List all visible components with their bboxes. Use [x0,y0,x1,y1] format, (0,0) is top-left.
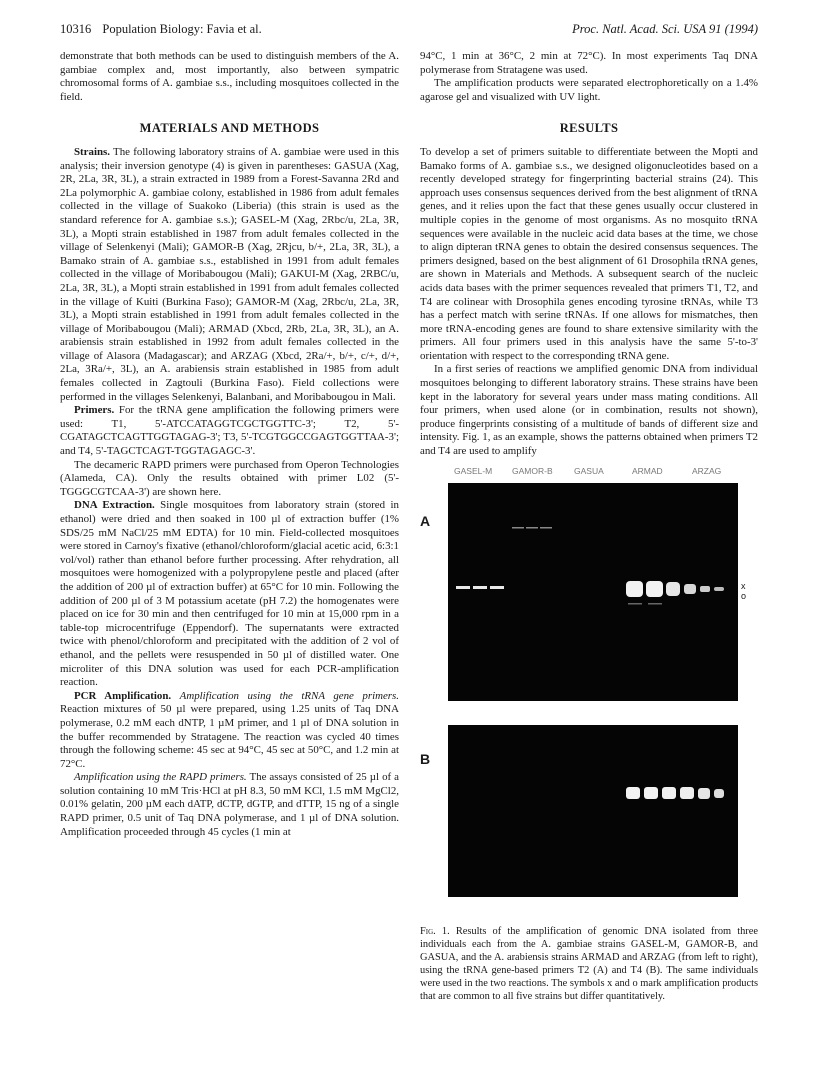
panel-a-label: A [420,512,431,529]
gel-a-bands [448,483,738,701]
mark-x: x [741,580,746,591]
lane-labels [448,465,738,479]
primers-paragraph [60,404,399,458]
panel-b-label: B [420,750,431,767]
caption-text: Results of the amplification of genomic DNA isolated from three individuals each from the A. gambiae strains GASEL-M, GAMOR-B, and GASUA, and the A. arabiensis strains ARMAD and ARZAG (from left to right), using the tRNA gene-based primers T2 (A) and T4 (B). The same individuals were used in the two reactions. The symbols x and o mark amplification products that are common to all five strains but differ quantitatively. [420,925,758,1002]
left-column [60,50,399,839]
figure-1 [420,463,758,923]
pcr-sub: Amplification using the tRNA gene primers. [179,689,399,702]
electrophoresis-paragraph: The amplification products were separated electrophoretically on a 1.4% agarose gel and visualized with UV light. [420,77,758,103]
header-left [60,22,262,37]
lane-label: GAMOR-B [512,465,553,476]
gel-image-a [448,483,738,701]
dna-text: Single mosquitoes from laboratory strain (stored in ethanol) were dried and then soaked in 100 µl of extraction buffer (1% SDS/25 mM NaCl/25 mM EDTA) for 10 min. Field-collected mosquitoes were stored in Carnoy's fixative (ethanol/chloroform/glacial acetic acid, 6:3:1 vol/vol) rather than ethanol before further processing. After rehydration, all mosquitoes were homogenized with a polypropylene pestle and placed (after the addition of 200 µl of extraction buffer) at 65°C for 10 min. Following the addition of 200 µl of 3 M potassium acetate (pH 7.2) the homogenates were placed on ice for 30 min and then centrifuged for 10 min at 15,000 rpm in a table-top microcentrifuge (Eppendorf). The supernatants were extracted twice with phenol/chloroform and precipitated with the addition of 2 vol of ethanol, and the pellets were resuspended in 50 µl of distilled water. One microliter of this DNA solution was used for each PCR-amplification reaction. [60,499,399,689]
page-number: 10316 [60,22,92,36]
page-header [60,22,758,40]
lane-label: GASEL-M [454,465,493,476]
rapd-primers-paragraph: The decameric RAPD primers were purchased from Operon Technologies (Alameda, CA). Only the results obtained with primer L02 (5'-TGGGCGTCAA-3') are shown here. [60,458,399,498]
strains-paragraph [60,146,399,404]
pcr-lead: PCR Amplification. [74,689,172,702]
materials-methods-heading: MATERIALS AND METHODS [139,121,320,136]
intro-paragraph: demonstrate that both methods can be used to distinguish members of the A. gambiae complex and, most importantly, also between sympatric chromosomal forms of A. gambiae s.s., including mosquitoes collected in the field. [60,50,399,103]
section-title: Population Biology: Favia et al. [102,22,262,36]
rapd-sub: Amplification using the RAPD primers. [74,771,247,784]
strains-text: The following laboratory strains of A. gambiae were used in this analysis; their inversion genotype (4) is given in parentheses: GASUA (Xag, 2R, 2La, 3R, 3L), a strain extracted in 1989 from a Forest-Savanna 2Rd and 2La polymorphic A. gambiae colony, established in 1986 from adult females collected in the village of Suakoko (Liberia) (this strain is used as the standard reference for A. gambiae s.s.); GASEL-M (Xag, 2Rbc/u, 2La, 3R, 3L), a Mopti strain established in 1987 from adult females collected in the village of Selenkenyi (Mali); GAMOR-B (Xag, 2Rjcu, b/+, 2La, 3R, 3L), a Bamako strain of A. gambiae s.s., established in 1991 from adult females collected in the village of Moribabougou (Mali); GAKUI-M (Xag, 2RBC/u, 2La, 3R, 3L), a Mopti strain established in 1991 from adult females collected in the village of Kuiti (Burkina Faso); GAMOR-M (Xag, 2Rbc/u, 2La, 3R, 3L), a Mopti strain established in 1991 from adult females collected in the village of Moribabougou (Mali); ARMAD (Xbcd, 2Rb, 2La, 3R, 3L), an A. arabiensis strain established in 1992 from adult females collected in the village of Alasora (Madagascar); and ARZAG (Xbcd, 2Ra/+, b/+, c/+, d/+, 2La, 3Ra/+, 3L), an A. arabiensis strain established in 1985 from adult females collected in Zagtouli (Burkina Faso). Field collections were performed in the villages Selenkenyi, Balanbani, and Moribabougou in Mali. [60,145,399,403]
right-column [420,50,758,1003]
dna-lead: DNA Extraction. [74,499,155,512]
methods-continued: 94°C, 1 min at 36°C, 2 min at 72°C). In most experiments Taq DNA polymerase from Stratagene was used. [420,50,758,76]
gel-image-b [448,725,738,897]
rapd-amplification-paragraph [60,771,399,839]
dna-extraction-paragraph [60,499,399,689]
journal-citation: Proc. Natl. Acad. Sci. USA 91 (1994) [572,22,758,36]
results-heading: RESULTS [559,121,619,136]
pcr-paragraph [60,690,399,772]
strains-lead: Strains. [74,145,111,158]
primers-text: For the tRNA gene amplification the following primers were used: T1, 5'-ATCCATAGGTCGCTGGTTC-3'; T2, 5'-CGATAGCTCAGTTGGTAGAG-3'; T3, 5'-TCGTGGCCGAGTGGTTAA-3'; and T4, 5'-TAGCTCAGT-TGGTAGAGC-3'. [60,404,399,458]
lane-label: ARMAD [632,465,663,476]
caption-label: Fig. 1. [420,925,450,937]
pcr-text: Reaction mixtures of 50 µl were prepared, using 1.25 units of Taq DNA polymerase, 0.2 mM each dNTP, 1 µM primer, and 1 µl of DNA solution in the buffer recommended by Stratagene. The reaction was cycled 40 times through the following scheme: 45 sec at 94°C, 45 sec at 50°C, and 1.2 min at 72°C. [60,703,399,770]
gel-b-bands [448,725,738,897]
mark-o: o [741,590,747,601]
rapd-amp-text: The assays consisted of 25 µl of a solution containing 10 mM Tris·HCl at pH 8.3, 50 mM KCl, 1.5 mM MgCl2, 0.01% gelatin, 200 µM each dATP, dCTP, dGTP, and dTTP, 15 ng of a single RAPD primer, 0.5 unit of Taq DNA polymerase, and 1 µl of DNA solution. Amplification proceeded through 45 cycles (1 min at [60,771,399,838]
lane-label: ARZAG [692,465,722,476]
lane-label: GASUA [574,465,604,476]
results-paragraph-2: In a first series of reactions we amplified genomic DNA from individual mosquitoes belonging to different laboratory strains. These strains have been kept in the laboratory for several years under mass mating conditions. All four primers, when used alone (or in combination, results not shown), produce fingerprints consisting of a multitude of bands of different size and intensity. Fig. 1, as an example, shows the patterns obtained when primers T2 and T4 are used to amplify [420,363,758,458]
figure-caption [420,925,758,1003]
primers-lead: Primers. [74,404,115,417]
results-paragraph-1: To develop a set of primers suitable to differentiate between the Mopti and Bamako forms of A. gambiae s.s., we designed oligonucleotides based on a recently developed strategy for fingerprinting bacterial strains (24). This approach uses consensus sequences derived from the best alignment of tRNA genes, and it relies upon the fact that these genes usually occur clustered in multiple copies in the genome of most organisms. As no mosquito tRNA sequences were available in the nucleic acid data bases at the time, we chose to align dipteran tRNA genes to obtain the desired consensus sequences. The primers designed, based on the best alignment of 61 Drosophila tRNA genes, are shown in Materials and Methods. A subsequent search of the nucleic acids data bases with the primer sequences revealed that primers T1, T2, and T4 are colinear with Drosophila genes encoding tyrosine tRNAs, while T3 has a perfect match with serine tRNAs. If one allows for mismatches, then more tRNA-encoding genes are found to share extensive similarity with the primers. All four primers used in this analysis have the same 5'-to-3' orientation with respect to the corresponding tRNA gene. [420,145,758,362]
